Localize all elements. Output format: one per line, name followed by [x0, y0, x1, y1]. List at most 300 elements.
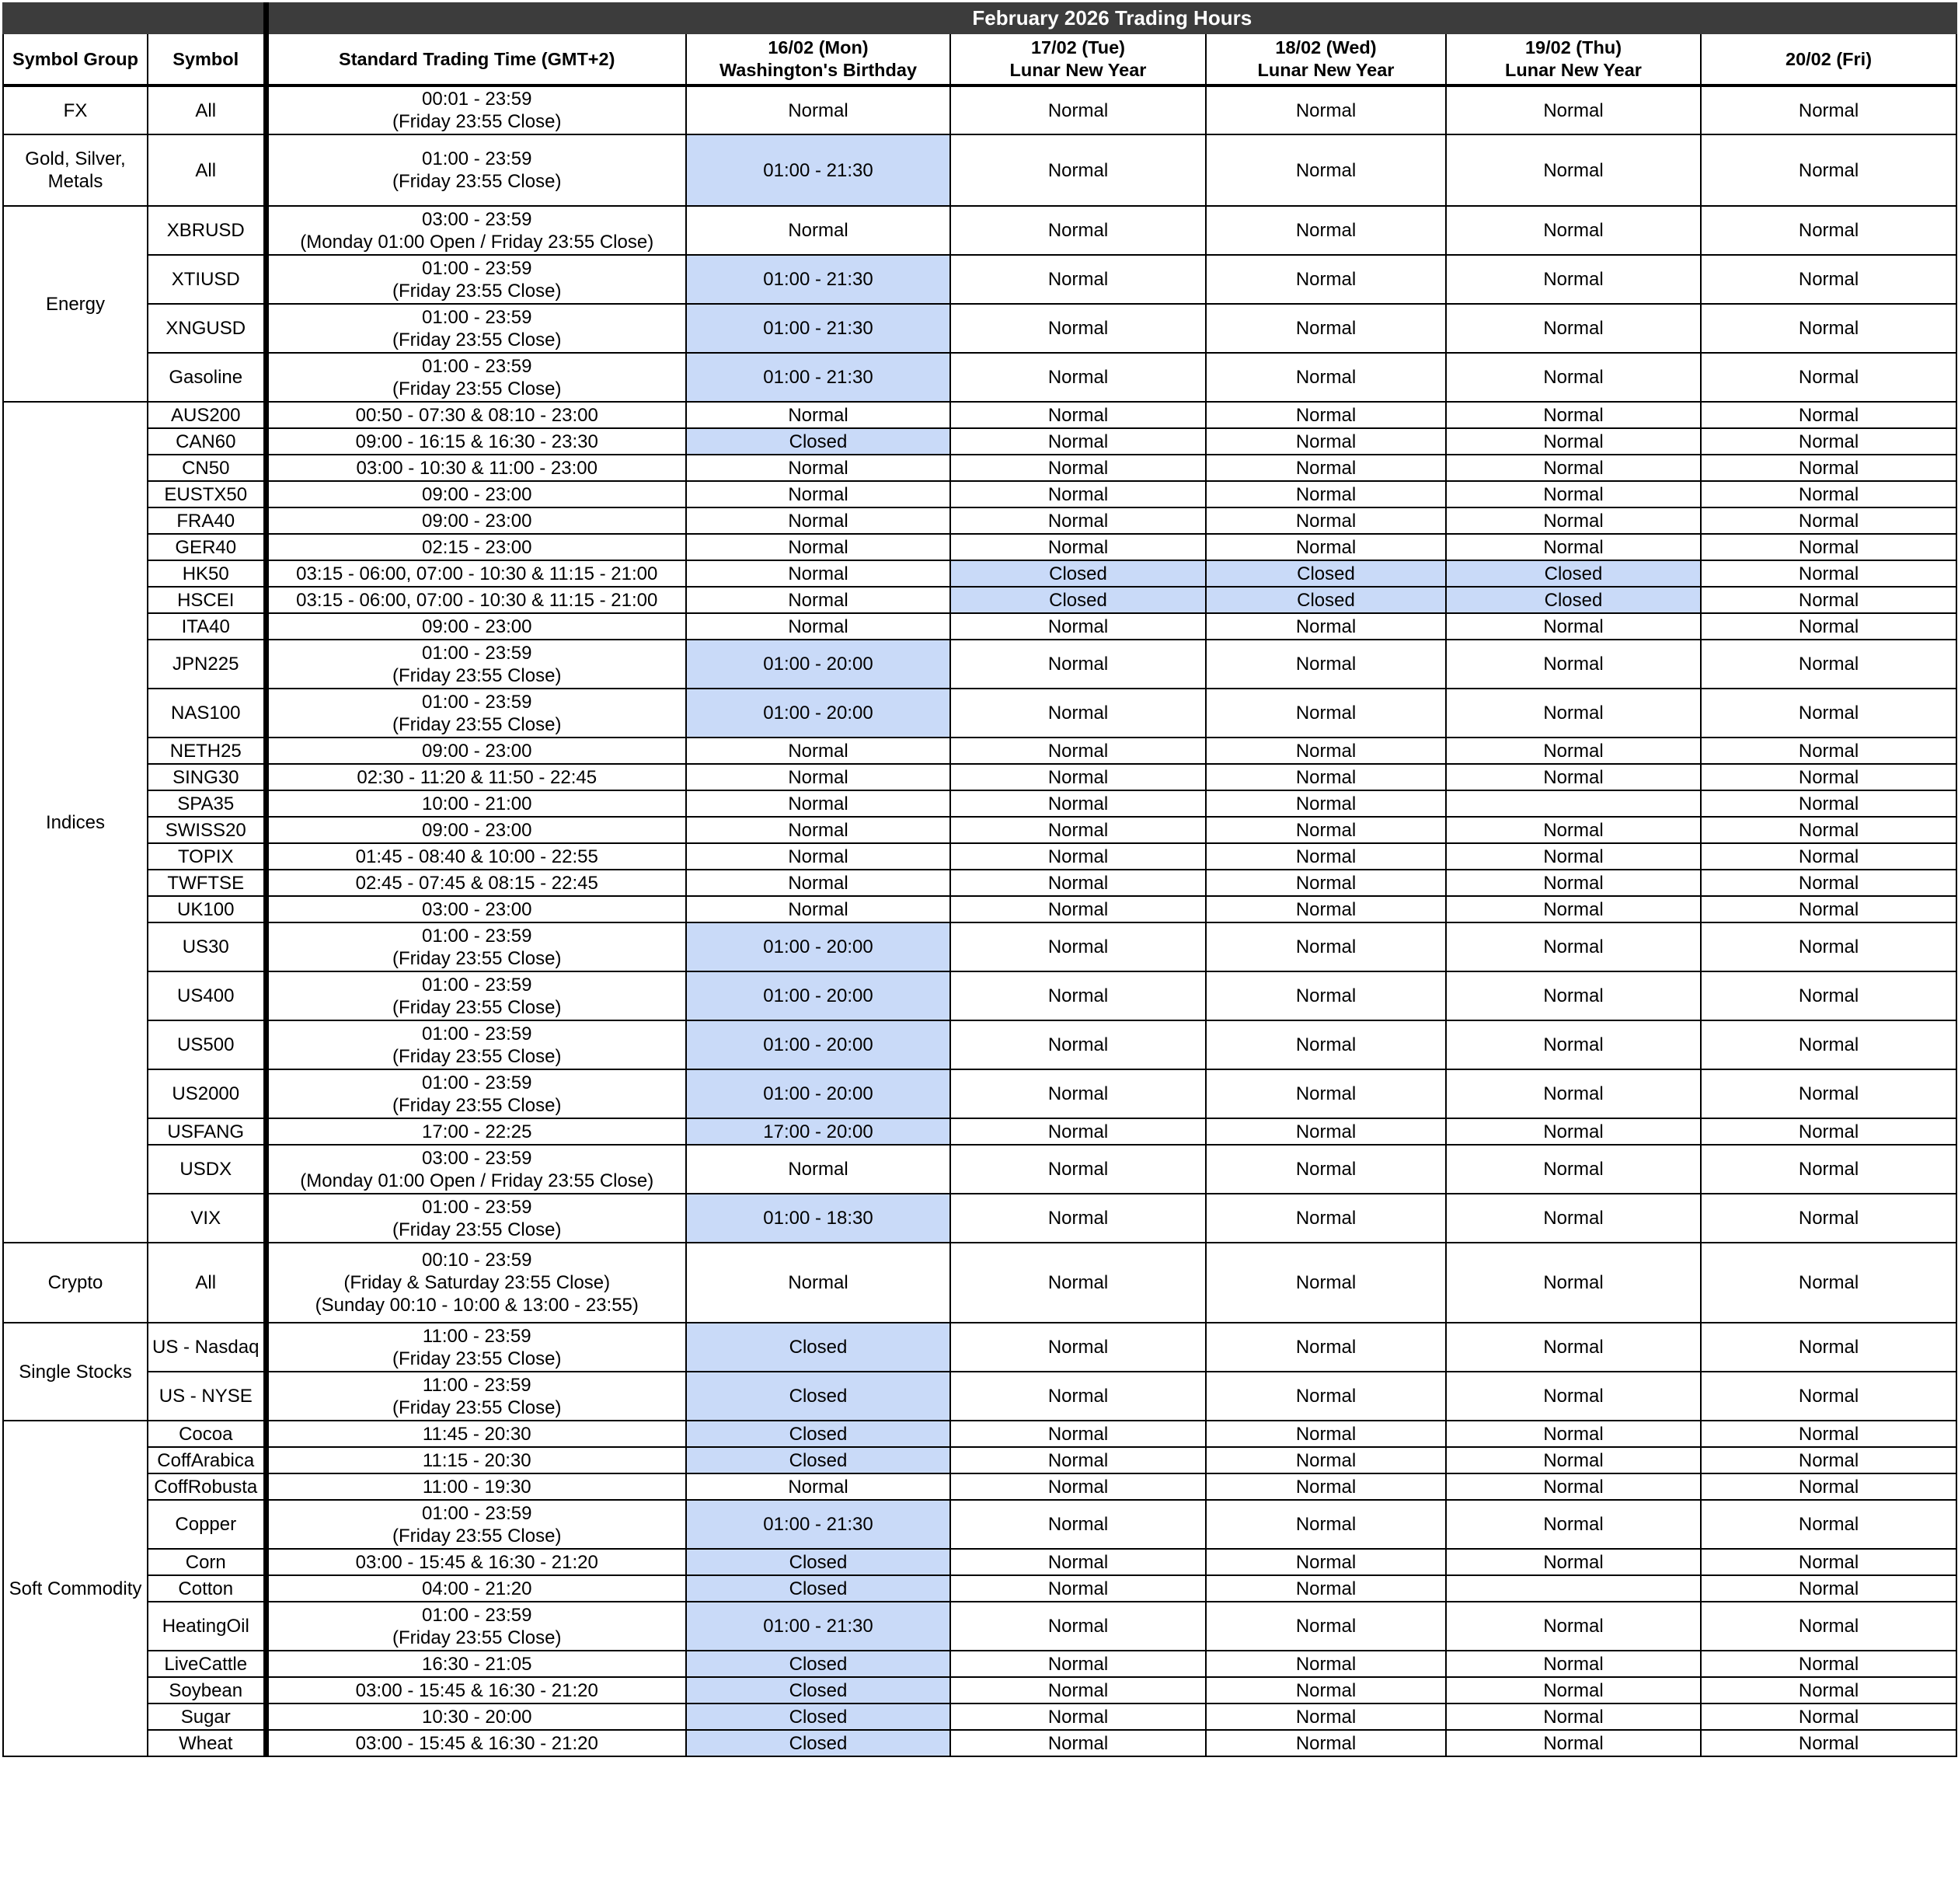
day-status-cell[interactable]: 01:00 - 18:30 [686, 1194, 950, 1243]
day-status-cell[interactable]: Closed [686, 1575, 950, 1602]
day-status-cell[interactable]: Normal [1446, 1447, 1701, 1473]
day-status-cell[interactable]: Normal [1446, 1549, 1701, 1575]
day-status-cell[interactable]: Normal [1701, 560, 1956, 587]
day-status-cell[interactable]: 01:00 - 21:30 [686, 255, 950, 304]
symbol-cell[interactable]: Corn [148, 1549, 266, 1575]
day-status-cell[interactable]: Normal [950, 455, 1206, 481]
standard-time-cell[interactable] [266, 1677, 686, 1703]
day-status-cell[interactable]: Normal [1701, 353, 1956, 402]
standard-time-cell[interactable] [266, 1020, 686, 1069]
symbol-cell[interactable]: UK100 [148, 896, 266, 922]
standard-time-cell[interactable] [266, 353, 686, 402]
standard-time-cell[interactable] [266, 1194, 686, 1243]
symbol-cell[interactable]: AUS200 [148, 402, 266, 428]
day-status-cell[interactable]: Normal [1206, 353, 1446, 402]
standard-time-cell[interactable] [266, 843, 686, 870]
day-status-cell[interactable]: Normal [1206, 1145, 1446, 1194]
symbol-cell[interactable]: US - Nasdaq [148, 1323, 266, 1372]
standard-time-cell[interactable] [266, 1549, 686, 1575]
standard-time-cell[interactable] [266, 790, 686, 817]
day-status-cell[interactable]: Normal [950, 1194, 1206, 1243]
symbol-cell[interactable]: US - NYSE [148, 1372, 266, 1421]
symbol-cell[interactable]: XNGUSD [148, 304, 266, 353]
day-status-cell[interactable]: Normal [950, 1069, 1206, 1118]
day-status-cell[interactable]: Normal [950, 1372, 1206, 1421]
day-status-cell[interactable]: Normal [950, 689, 1206, 738]
day-status-cell[interactable]: Closed [686, 428, 950, 455]
day-status-cell[interactable]: Normal [1446, 1323, 1701, 1372]
day-status-cell[interactable]: Normal [1206, 85, 1446, 134]
day-status-cell[interactable]: Normal [1206, 870, 1446, 896]
day-status-cell[interactable]: Normal [1206, 507, 1446, 534]
day-status-cell[interactable]: Normal [1701, 689, 1956, 738]
day-status-cell[interactable]: Normal [1446, 896, 1701, 922]
symbol-cell[interactable]: All [148, 85, 266, 134]
day-status-cell[interactable]: Normal [686, 1243, 950, 1323]
day-status-cell[interactable]: Normal [1206, 1323, 1446, 1372]
day-status-cell[interactable]: Closed [686, 1730, 950, 1756]
day-status-cell[interactable]: Normal [950, 1447, 1206, 1473]
day-status-cell[interactable]: Normal [1446, 481, 1701, 507]
day-status-cell[interactable]: Normal [1446, 922, 1701, 971]
day-status-cell[interactable]: Normal [1446, 613, 1701, 640]
day-status-cell[interactable]: Normal [1206, 304, 1446, 353]
day-status-cell[interactable]: Normal [1206, 1703, 1446, 1730]
day-status-cell[interactable]: Normal [1206, 402, 1446, 428]
day-status-cell[interactable]: Normal [1206, 764, 1446, 790]
standard-time-cell[interactable] [266, 1500, 686, 1549]
symbol-cell[interactable]: All [148, 134, 266, 206]
day-status-cell[interactable]: Normal [1206, 896, 1446, 922]
day-status-cell[interactable]: Normal [1446, 507, 1701, 534]
day-status-cell[interactable]: Normal [1206, 1243, 1446, 1323]
day-status-cell[interactable]: Normal [950, 1118, 1206, 1145]
day-status-cell[interactable]: Normal [1446, 206, 1701, 255]
day-status-cell[interactable]: Normal [1701, 764, 1956, 790]
day-status-cell[interactable]: Normal [1446, 1651, 1701, 1677]
standard-time-cell[interactable] [266, 1651, 686, 1677]
day-status-cell[interactable]: Normal [1206, 817, 1446, 843]
day-status-cell[interactable]: 17:00 - 20:00 [686, 1118, 950, 1145]
symbol-cell[interactable]: EUSTX50 [148, 481, 266, 507]
standard-time-cell[interactable] [266, 304, 686, 353]
day-status-cell[interactable]: Normal [1446, 971, 1701, 1020]
day-status-cell[interactable]: Closed [686, 1549, 950, 1575]
symbol-group-cell[interactable]: Indices [3, 402, 148, 1243]
day-status-cell[interactable]: Normal [950, 304, 1206, 353]
day-status-cell[interactable]: Normal [1701, 304, 1956, 353]
symbol-cell[interactable]: NAS100 [148, 689, 266, 738]
day-status-cell[interactable]: Normal [1446, 1602, 1701, 1651]
day-status-cell[interactable]: Normal [950, 1703, 1206, 1730]
day-status-cell[interactable]: Normal [1446, 738, 1701, 764]
day-status-cell[interactable]: Closed [686, 1323, 950, 1372]
day-status-cell[interactable]: Normal [1206, 455, 1446, 481]
day-status-cell[interactable]: Normal [1701, 1651, 1956, 1677]
day-status-cell[interactable]: Normal [1701, 790, 1956, 817]
standard-time-cell[interactable] [266, 689, 686, 738]
day-status-cell[interactable]: Normal [1446, 843, 1701, 870]
day-status-cell[interactable]: Normal [1701, 1020, 1956, 1069]
standard-time-cell[interactable] [266, 1473, 686, 1500]
day-status-cell[interactable]: Normal [1446, 1069, 1701, 1118]
day-status-cell[interactable]: Normal [950, 1549, 1206, 1575]
symbol-cell[interactable]: Wheat [148, 1730, 266, 1756]
day-status-cell[interactable]: Normal [950, 255, 1206, 304]
standard-time-cell[interactable] [266, 85, 686, 134]
day-status-cell[interactable]: Normal [1446, 640, 1701, 689]
day-status-cell[interactable]: Closed [686, 1421, 950, 1447]
day-status-cell[interactable]: Normal [950, 896, 1206, 922]
symbol-cell[interactable]: ITA40 [148, 613, 266, 640]
day-status-cell[interactable]: Normal [950, 1677, 1206, 1703]
day-status-cell[interactable]: Normal [950, 1020, 1206, 1069]
day-status-cell[interactable]: Normal [1446, 1020, 1701, 1069]
day-status-cell[interactable]: Normal [950, 1323, 1206, 1372]
symbol-group-cell[interactable]: Soft Commodity [3, 1421, 148, 1756]
standard-time-cell[interactable] [266, 1372, 686, 1421]
day-status-cell[interactable]: Normal [950, 738, 1206, 764]
day-status-cell[interactable]: Normal [686, 738, 950, 764]
day-status-cell[interactable]: Normal [1701, 1194, 1956, 1243]
day-status-cell[interactable]: Normal [1701, 255, 1956, 304]
day-status-cell[interactable]: Normal [1701, 1473, 1956, 1500]
symbol-cell[interactable]: SPA35 [148, 790, 266, 817]
day-status-cell[interactable]: Normal [950, 206, 1206, 255]
day-status-cell[interactable]: Normal [1701, 896, 1956, 922]
day-status-cell[interactable]: Normal [1206, 1730, 1446, 1756]
day-status-cell[interactable]: Normal [1446, 764, 1701, 790]
day-status-cell[interactable]: Normal [1206, 481, 1446, 507]
symbol-cell[interactable]: HSCEI [148, 587, 266, 613]
day-status-cell[interactable]: Normal [1701, 1372, 1956, 1421]
day-status-cell[interactable] [1446, 1575, 1701, 1602]
day-status-cell[interactable]: Normal [1701, 1145, 1956, 1194]
day-status-cell[interactable]: Normal [686, 870, 950, 896]
day-status-cell[interactable]: Normal [686, 587, 950, 613]
day-status-cell[interactable]: Normal [1701, 1069, 1956, 1118]
day-status-cell[interactable]: Normal [1446, 134, 1701, 206]
day-status-cell[interactable]: Normal [1206, 689, 1446, 738]
day-status-cell[interactable]: Normal [1701, 1602, 1956, 1651]
day-status-cell[interactable]: Normal [1446, 1145, 1701, 1194]
day-status-cell[interactable]: Normal [950, 1243, 1206, 1323]
day-status-cell[interactable]: Closed [1206, 560, 1446, 587]
day-status-cell[interactable]: Normal [950, 764, 1206, 790]
day-status-cell[interactable]: Normal [950, 870, 1206, 896]
day-status-cell[interactable]: Normal [1206, 922, 1446, 971]
day-status-cell[interactable]: Normal [1701, 1575, 1956, 1602]
standard-time-cell[interactable] [266, 1145, 686, 1194]
day-status-cell[interactable]: Normal [1206, 790, 1446, 817]
day-status-cell[interactable]: Normal [1206, 843, 1446, 870]
day-status-cell[interactable]: Normal [686, 843, 950, 870]
standard-time-cell[interactable] [266, 428, 686, 455]
standard-time-cell[interactable] [266, 587, 686, 613]
day-status-cell[interactable]: Normal [1446, 455, 1701, 481]
symbol-cell[interactable]: TOPIX [148, 843, 266, 870]
standard-time-cell[interactable] [266, 455, 686, 481]
day-status-cell[interactable]: Normal [1446, 1677, 1701, 1703]
day-status-cell[interactable]: Normal [1446, 85, 1701, 134]
day-status-cell[interactable]: Normal [1206, 613, 1446, 640]
standard-time-cell[interactable] [266, 1703, 686, 1730]
standard-time-cell[interactable] [266, 896, 686, 922]
standard-time-cell[interactable] [266, 764, 686, 790]
day-status-cell[interactable] [1446, 790, 1701, 817]
day-status-cell[interactable]: Normal [1206, 1447, 1446, 1473]
symbol-cell[interactable]: FRA40 [148, 507, 266, 534]
standard-time-cell[interactable] [266, 206, 686, 255]
symbol-cell[interactable]: VIX [148, 1194, 266, 1243]
day-status-cell[interactable]: 01:00 - 21:30 [686, 134, 950, 206]
day-status-cell[interactable]: Normal [686, 560, 950, 587]
day-status-cell[interactable]: Normal [1701, 817, 1956, 843]
day-status-cell[interactable]: 01:00 - 20:00 [686, 640, 950, 689]
symbol-cell[interactable]: LiveCattle [148, 1651, 266, 1677]
day-status-cell[interactable]: 01:00 - 21:30 [686, 353, 950, 402]
symbol-cell[interactable]: US30 [148, 922, 266, 971]
day-status-cell[interactable]: Normal [1206, 134, 1446, 206]
standard-time-cell[interactable] [266, 1575, 686, 1602]
standard-time-cell[interactable] [266, 1323, 686, 1372]
day-status-cell[interactable]: Normal [1701, 85, 1956, 134]
day-status-cell[interactable]: Normal [1701, 1730, 1956, 1756]
day-status-cell[interactable]: Normal [1206, 640, 1446, 689]
day-status-cell[interactable]: Normal [1701, 1500, 1956, 1549]
day-status-cell[interactable]: Normal [686, 402, 950, 428]
symbol-cell[interactable]: CN50 [148, 455, 266, 481]
day-status-cell[interactable]: Normal [950, 481, 1206, 507]
symbol-cell[interactable]: Gasoline [148, 353, 266, 402]
day-status-cell[interactable]: Normal [686, 455, 950, 481]
day-status-cell[interactable]: Normal [1206, 1069, 1446, 1118]
day-status-cell[interactable]: Normal [1701, 1323, 1956, 1372]
day-status-cell[interactable]: Normal [1206, 255, 1446, 304]
symbol-cell[interactable]: US2000 [148, 1069, 266, 1118]
day-status-cell[interactable]: 01:00 - 21:30 [686, 304, 950, 353]
day-status-cell[interactable]: Normal [1446, 1473, 1701, 1500]
day-status-cell[interactable]: Normal [1446, 1421, 1701, 1447]
standard-time-cell[interactable] [266, 1447, 686, 1473]
day-status-cell[interactable]: Normal [950, 1473, 1206, 1500]
day-status-cell[interactable]: Normal [1206, 738, 1446, 764]
standard-time-cell[interactable] [266, 870, 686, 896]
day-status-cell[interactable]: Normal [950, 1651, 1206, 1677]
symbol-cell[interactable]: Copper [148, 1500, 266, 1549]
day-status-cell[interactable]: Normal [686, 817, 950, 843]
day-status-cell[interactable]: Normal [1446, 402, 1701, 428]
day-status-cell[interactable]: Normal [950, 613, 1206, 640]
day-status-cell[interactable]: Normal [686, 1473, 950, 1500]
day-status-cell[interactable]: Normal [1701, 1243, 1956, 1323]
day-status-cell[interactable]: Normal [1701, 455, 1956, 481]
standard-time-cell[interactable] [266, 971, 686, 1020]
day-status-cell[interactable]: Normal [1206, 1549, 1446, 1575]
day-status-cell[interactable]: Normal [686, 764, 950, 790]
day-status-cell[interactable]: Normal [1446, 1730, 1701, 1756]
day-status-cell[interactable]: Normal [950, 790, 1206, 817]
day-status-cell[interactable]: Normal [1701, 481, 1956, 507]
symbol-cell[interactable]: US400 [148, 971, 266, 1020]
day-status-cell[interactable]: Normal [686, 896, 950, 922]
day-status-cell[interactable]: Normal [1206, 534, 1446, 560]
day-status-cell[interactable]: Normal [950, 1500, 1206, 1549]
day-status-cell[interactable]: Normal [950, 402, 1206, 428]
symbol-cell[interactable]: US500 [148, 1020, 266, 1069]
symbol-cell[interactable]: XTIUSD [148, 255, 266, 304]
symbol-cell[interactable]: GER40 [148, 534, 266, 560]
day-status-cell[interactable]: Normal [1206, 1194, 1446, 1243]
standard-time-cell[interactable] [266, 1421, 686, 1447]
day-status-cell[interactable]: Closed [686, 1703, 950, 1730]
day-status-cell[interactable]: Normal [1701, 738, 1956, 764]
day-status-cell[interactable]: Closed [950, 560, 1206, 587]
day-status-cell[interactable]: Closed [1446, 587, 1701, 613]
standard-time-cell[interactable] [266, 402, 686, 428]
symbol-cell[interactable]: SING30 [148, 764, 266, 790]
day-status-cell[interactable]: Normal [1446, 817, 1701, 843]
day-status-cell[interactable]: Normal [686, 613, 950, 640]
day-status-cell[interactable]: Normal [686, 206, 950, 255]
day-status-cell[interactable]: Normal [950, 134, 1206, 206]
standard-time-cell[interactable] [266, 534, 686, 560]
standard-time-cell[interactable] [266, 738, 686, 764]
symbol-cell[interactable]: Cotton [148, 1575, 266, 1602]
day-status-cell[interactable]: Normal [950, 817, 1206, 843]
symbol-group-cell[interactable]: Energy [3, 206, 148, 402]
day-status-cell[interactable]: Normal [1446, 255, 1701, 304]
day-status-cell[interactable]: Normal [1701, 613, 1956, 640]
symbol-cell[interactable]: CAN60 [148, 428, 266, 455]
day-status-cell[interactable]: Normal [1206, 1473, 1446, 1500]
day-status-cell[interactable]: Normal [1446, 1372, 1701, 1421]
standard-time-cell[interactable] [266, 1069, 686, 1118]
day-status-cell[interactable]: Normal [950, 1421, 1206, 1447]
day-status-cell[interactable]: Normal [1206, 206, 1446, 255]
day-status-cell[interactable]: Normal [1206, 1020, 1446, 1069]
day-status-cell[interactable]: Normal [1206, 971, 1446, 1020]
standard-time-cell[interactable] [266, 134, 686, 206]
day-status-cell[interactable]: Closed [1446, 560, 1701, 587]
day-status-cell[interactable]: Normal [1701, 507, 1956, 534]
day-status-cell[interactable]: Normal [950, 1145, 1206, 1194]
symbol-cell[interactable]: XBRUSD [148, 206, 266, 255]
day-status-cell[interactable]: 01:00 - 20:00 [686, 1069, 950, 1118]
symbol-cell[interactable]: JPN225 [148, 640, 266, 689]
standard-time-cell[interactable] [266, 560, 686, 587]
day-status-cell[interactable]: Normal [1701, 1703, 1956, 1730]
symbol-cell[interactable]: Cocoa [148, 1421, 266, 1447]
day-status-cell[interactable]: 01:00 - 21:30 [686, 1602, 950, 1651]
day-status-cell[interactable]: Normal [1206, 428, 1446, 455]
day-status-cell[interactable]: Normal [950, 428, 1206, 455]
day-status-cell[interactable]: Normal [686, 790, 950, 817]
symbol-group-cell[interactable]: Gold, Silver, Metals [3, 134, 148, 206]
day-status-cell[interactable]: Normal [1701, 134, 1956, 206]
day-status-cell[interactable]: Closed [686, 1372, 950, 1421]
day-status-cell[interactable]: Normal [1701, 587, 1956, 613]
day-status-cell[interactable]: Normal [686, 1145, 950, 1194]
symbol-cell[interactable]: NETH25 [148, 738, 266, 764]
day-status-cell[interactable]: Normal [1206, 1500, 1446, 1549]
day-status-cell[interactable]: Normal [1701, 428, 1956, 455]
day-status-cell[interactable]: Normal [1206, 1118, 1446, 1145]
day-status-cell[interactable]: Normal [1446, 1243, 1701, 1323]
day-status-cell[interactable]: Normal [1701, 206, 1956, 255]
symbol-group-cell[interactable]: Crypto [3, 1243, 148, 1323]
day-status-cell[interactable]: Normal [950, 922, 1206, 971]
day-status-cell[interactable]: Normal [1446, 353, 1701, 402]
symbol-cell[interactable]: HK50 [148, 560, 266, 587]
day-status-cell[interactable]: Normal [950, 353, 1206, 402]
day-status-cell[interactable]: 01:00 - 21:30 [686, 1500, 950, 1549]
symbol-group-cell[interactable]: Single Stocks [3, 1323, 148, 1421]
day-status-cell[interactable]: Normal [1446, 534, 1701, 560]
symbol-cell[interactable]: CoffRobusta [148, 1473, 266, 1500]
standard-time-cell[interactable] [266, 1118, 686, 1145]
day-status-cell[interactable]: Normal [686, 534, 950, 560]
day-status-cell[interactable]: Normal [950, 1730, 1206, 1756]
symbol-cell[interactable]: SWISS20 [148, 817, 266, 843]
day-status-cell[interactable]: Normal [1446, 428, 1701, 455]
day-status-cell[interactable]: Closed [1206, 587, 1446, 613]
standard-time-cell[interactable] [266, 1602, 686, 1651]
symbol-cell[interactable]: All [148, 1243, 266, 1323]
symbol-group-cell[interactable]: FX [3, 85, 148, 134]
standard-time-cell[interactable] [266, 817, 686, 843]
day-status-cell[interactable]: Normal [686, 507, 950, 534]
day-status-cell[interactable]: Normal [1701, 534, 1956, 560]
symbol-cell[interactable]: USFANG [148, 1118, 266, 1145]
day-status-cell[interactable]: Normal [950, 640, 1206, 689]
standard-time-cell[interactable] [266, 640, 686, 689]
day-status-cell[interactable]: Normal [1446, 304, 1701, 353]
day-status-cell[interactable]: Closed [686, 1651, 950, 1677]
day-status-cell[interactable]: Normal [1701, 1118, 1956, 1145]
symbol-cell[interactable]: USDX [148, 1145, 266, 1194]
symbol-cell[interactable]: TWFTSE [148, 870, 266, 896]
day-status-cell[interactable]: Normal [1701, 1421, 1956, 1447]
day-status-cell[interactable]: Normal [686, 85, 950, 134]
day-status-cell[interactable]: Normal [1701, 640, 1956, 689]
day-status-cell[interactable]: Normal [1206, 1677, 1446, 1703]
day-status-cell[interactable]: Normal [1206, 1602, 1446, 1651]
day-status-cell[interactable]: 01:00 - 20:00 [686, 922, 950, 971]
symbol-cell[interactable]: Sugar [148, 1703, 266, 1730]
day-status-cell[interactable]: Normal [1701, 1549, 1956, 1575]
standard-time-cell[interactable] [266, 613, 686, 640]
day-status-cell[interactable]: Closed [686, 1447, 950, 1473]
day-status-cell[interactable]: Normal [686, 481, 950, 507]
day-status-cell[interactable]: Closed [950, 587, 1206, 613]
day-status-cell[interactable]: Normal [950, 971, 1206, 1020]
day-status-cell[interactable]: Normal [950, 1575, 1206, 1602]
day-status-cell[interactable]: 01:00 - 20:00 [686, 971, 950, 1020]
day-status-cell[interactable]: Normal [1206, 1575, 1446, 1602]
day-status-cell[interactable]: 01:00 - 20:00 [686, 689, 950, 738]
standard-time-cell[interactable] [266, 481, 686, 507]
day-status-cell[interactable]: Normal [1446, 689, 1701, 738]
symbol-cell[interactable]: HeatingOil [148, 1602, 266, 1651]
day-status-cell[interactable]: 01:00 - 20:00 [686, 1020, 950, 1069]
day-status-cell[interactable]: Normal [1446, 870, 1701, 896]
day-status-cell[interactable]: Normal [950, 1602, 1206, 1651]
day-status-cell[interactable]: Closed [686, 1677, 950, 1703]
symbol-cell[interactable]: Soybean [148, 1677, 266, 1703]
day-status-cell[interactable]: Normal [1206, 1421, 1446, 1447]
standard-time-cell[interactable] [266, 255, 686, 304]
